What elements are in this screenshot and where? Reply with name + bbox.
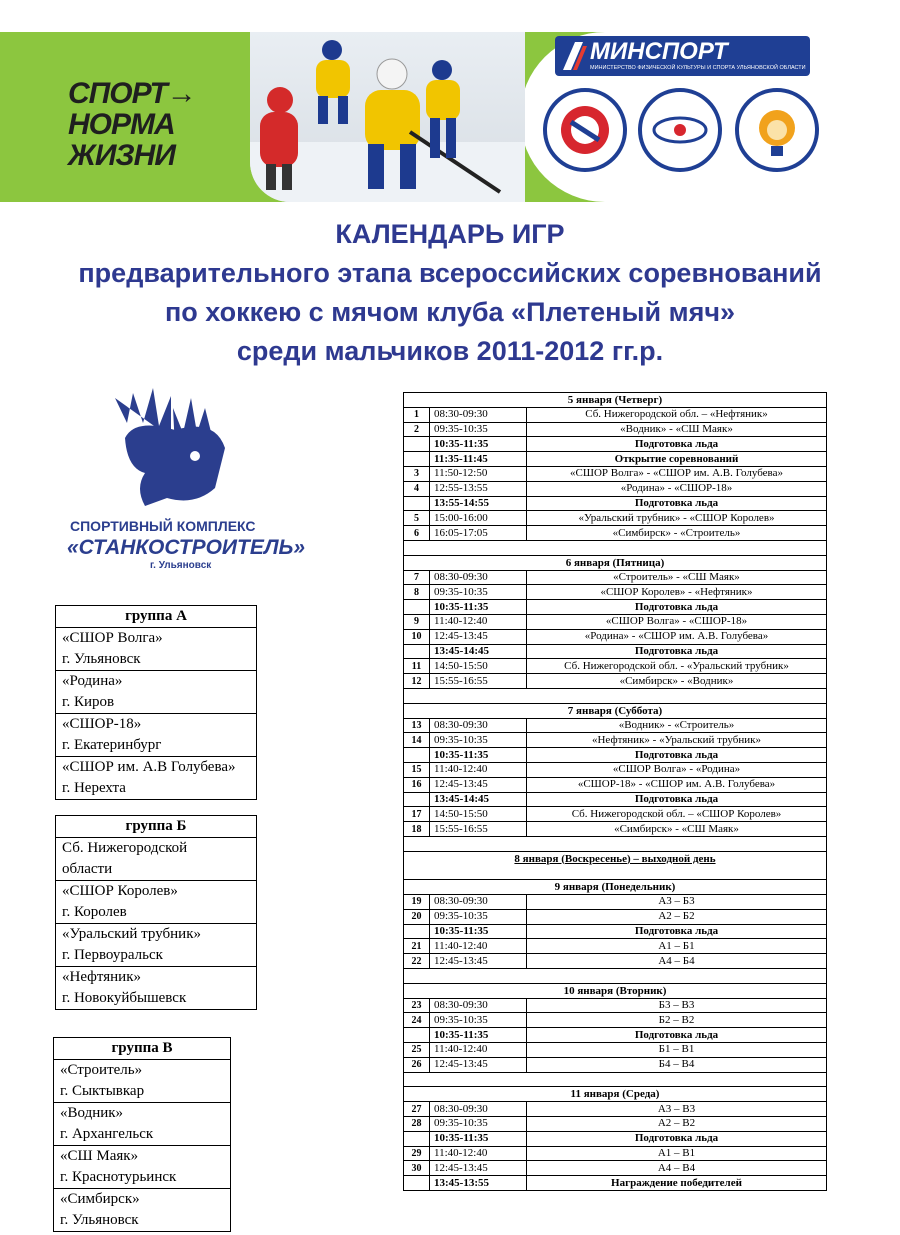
match-time: 11:40-12:40: [430, 1043, 527, 1058]
match-time: 10:35-11:35: [430, 437, 527, 452]
day-header-row: [404, 555, 827, 570]
match-row: [404, 939, 827, 954]
match-number: [404, 1176, 430, 1191]
match-teams: А3 – В3: [527, 1102, 827, 1117]
day-header-row: [404, 851, 827, 865]
team-city: г. Архангельск: [54, 1124, 231, 1146]
match-row: [404, 526, 827, 541]
match-time: 12:45-13:45: [430, 629, 527, 644]
match-row: [404, 600, 827, 615]
spacer-cell: [404, 836, 827, 851]
match-time: 12:45-13:45: [430, 954, 527, 969]
match-teams: Подготовка льда: [527, 644, 827, 659]
match-teams: «СШОР Волга» - «СШОР им. А.В. Голубева»: [527, 466, 827, 481]
match-number: [404, 1131, 430, 1146]
group-b-table: [55, 815, 257, 1010]
match-teams: Подготовка льда: [527, 924, 827, 939]
match-row: [404, 1146, 827, 1161]
title-line-4: среди мальчиков 2011-2012 гг.р.: [236, 336, 664, 366]
team-name: «Симбирск»: [54, 1189, 231, 1211]
match-number: 19: [404, 895, 430, 910]
match-number: 22: [404, 954, 430, 969]
day-header-row: [404, 393, 827, 408]
match-row: [404, 629, 827, 644]
match-number: 18: [404, 822, 430, 837]
match-number: [404, 748, 430, 763]
match-number: 15: [404, 762, 430, 777]
match-teams: Б3 – В3: [527, 998, 827, 1013]
team-city: г. Сыктывкар: [54, 1081, 231, 1103]
match-row: [404, 644, 827, 659]
hockey-photo: [250, 32, 525, 202]
match-teams: «СШОР-18» - «СШОР им. А.В. Голубева»: [527, 777, 827, 792]
match-time: 08:30-09:30: [430, 407, 527, 422]
match-time: 09:35-10:35: [430, 422, 527, 437]
match-time: 08:30-09:30: [430, 998, 527, 1013]
match-row: [404, 1176, 827, 1191]
match-number: [404, 496, 430, 511]
match-time: 12:45-13:45: [430, 1161, 527, 1176]
match-number: [404, 1028, 430, 1043]
match-row: [404, 407, 827, 422]
match-teams: Сб. Нижегородской обл. - «Уральский трубник»: [527, 659, 827, 674]
day-header-row: [404, 703, 827, 718]
match-time: 13:45-14:45: [430, 792, 527, 807]
match-time: 08:30-09:30: [430, 1102, 527, 1117]
day-header: 5 января (Четверг): [404, 393, 827, 408]
match-teams: «СШОР Волга» - «Родина»: [527, 762, 827, 777]
team-name: «СШОР Волга»: [56, 628, 257, 650]
day-spacer: [404, 866, 827, 880]
match-row: [404, 585, 827, 600]
match-time: 08:30-09:30: [430, 570, 527, 585]
match-time: 13:45-13:55: [430, 1176, 527, 1191]
title-line-3: по хоккею с мячом клуба «Плетеный мяч»: [164, 297, 736, 327]
match-time: 09:35-10:35: [430, 1117, 527, 1132]
match-time: 16:05-17:05: [430, 526, 527, 541]
day-spacer: [404, 540, 827, 555]
match-teams: Подготовка льда: [527, 792, 827, 807]
day-spacer: [404, 836, 827, 851]
match-time: 11:40-12:40: [430, 939, 527, 954]
match-teams: Подготовка льда: [527, 1131, 827, 1146]
match-teams: «Строитель» - «СШ Маяк»: [527, 570, 827, 585]
match-row: [404, 733, 827, 748]
match-time: 08:30-09:30: [430, 895, 527, 910]
match-number: 9: [404, 614, 430, 629]
match-time: 09:35-10:35: [430, 585, 527, 600]
slogan-line-3: ЖИЗНИ: [68, 139, 175, 172]
match-number: [404, 644, 430, 659]
venue-city: г. Ульяновск: [150, 560, 212, 571]
match-teams: Подготовка льда: [527, 1028, 827, 1043]
match-row: [404, 1102, 827, 1117]
match-time: 10:35-11:35: [430, 1131, 527, 1146]
spacer-cell: [404, 540, 827, 555]
match-time: 09:35-10:35: [430, 733, 527, 748]
day-spacer: [404, 688, 827, 703]
match-teams: А4 – Б4: [527, 954, 827, 969]
match-teams: «Водник» - «СШ Маяк»: [527, 422, 827, 437]
day-spacer: [404, 969, 827, 984]
schedule-table: [403, 392, 827, 1191]
slogan-line-2: НОРМА: [68, 108, 175, 141]
match-teams: «Нефтяник» - «Уральский трубник»: [527, 733, 827, 748]
day-header-row: [404, 1087, 827, 1102]
match-time: 12:45-13:45: [430, 777, 527, 792]
moose-icon: [55, 378, 295, 518]
match-row: [404, 1117, 827, 1132]
day-header-row: [404, 983, 827, 998]
match-row: [404, 452, 827, 467]
team-name: «СШОР им. А.В Голубева»: [56, 757, 257, 779]
match-number: 26: [404, 1057, 430, 1072]
team-city: г. Ульяновск: [56, 649, 257, 671]
day-header-row: [404, 880, 827, 895]
match-number: 20: [404, 909, 430, 924]
match-time: 11:40-12:40: [430, 1146, 527, 1161]
match-teams: А1 – В1: [527, 1146, 827, 1161]
match-number: [404, 600, 430, 615]
match-teams: «Уральский трубник» - «СШОР Королев»: [527, 511, 827, 526]
match-teams: «Водник» - «Строитель»: [527, 718, 827, 733]
match-teams: А2 – Б2: [527, 909, 827, 924]
match-row: [404, 481, 827, 496]
school-emblem: [735, 88, 819, 172]
match-row: [404, 659, 827, 674]
match-time: 09:35-10:35: [430, 909, 527, 924]
match-number: 14: [404, 733, 430, 748]
day-header: 10 января (Вторник): [404, 983, 827, 998]
match-row: [404, 422, 827, 437]
match-row: [404, 674, 827, 689]
day-header: 6 января (Пятница): [404, 555, 827, 570]
team-city: г. Ульяновск: [54, 1210, 231, 1232]
team-name: «Родина»: [56, 671, 257, 693]
match-time: 15:55-16:55: [430, 822, 527, 837]
team-name: «СШОР Королев»: [56, 881, 257, 903]
page-title: [0, 215, 900, 371]
match-time: 12:45-13:45: [430, 1057, 527, 1072]
match-row: [404, 1057, 827, 1072]
spacer-cell: [404, 1072, 827, 1087]
venue-logo: [55, 378, 306, 578]
group-a-table: [55, 605, 257, 800]
federation-emblem: [543, 88, 627, 172]
match-row: [404, 496, 827, 511]
match-number: 6: [404, 526, 430, 541]
team-name: Сб. Нижегородской: [56, 838, 257, 860]
match-teams: «СШОР Королев» - «Нефтяник»: [527, 585, 827, 600]
match-row: [404, 909, 827, 924]
match-number: 7: [404, 570, 430, 585]
match-time: 11:35-11:45: [430, 452, 527, 467]
match-teams: «СШОР Волга» - «СШОР-18»: [527, 614, 827, 629]
match-row: [404, 924, 827, 939]
match-number: [404, 437, 430, 452]
day-header: 8 января (Воскресенье) – выходной день: [404, 851, 827, 865]
match-row: [404, 777, 827, 792]
match-time: 15:00-16:00: [430, 511, 527, 526]
slogan: [68, 78, 196, 171]
match-number: 21: [404, 939, 430, 954]
minsport-logo: [555, 36, 810, 76]
match-number: 11: [404, 659, 430, 674]
match-row: [404, 437, 827, 452]
match-number: 2: [404, 422, 430, 437]
group-title: группа В: [54, 1038, 231, 1060]
match-number: 29: [404, 1146, 430, 1161]
match-time: 11:50-12:50: [430, 466, 527, 481]
match-teams: «Симбирск» - «СШ Маяк»: [527, 822, 827, 837]
club-emblem: [638, 88, 722, 172]
team-name: «СШОР-18»: [56, 714, 257, 736]
ministry-title: МИНСПОРТ: [590, 38, 728, 65]
match-teams: Б1 – В1: [527, 1043, 827, 1058]
match-teams: Сб. Нижегородской обл. – «Нефтяник»: [527, 407, 827, 422]
match-row: [404, 1131, 827, 1146]
team-name: «СШ Маяк»: [54, 1146, 231, 1168]
team-city: г. Королев: [56, 902, 257, 924]
match-number: 5: [404, 511, 430, 526]
team-name: «Водник»: [54, 1103, 231, 1125]
match-number: [404, 924, 430, 939]
match-time: 10:35-11:35: [430, 600, 527, 615]
match-row: [404, 1028, 827, 1043]
match-number: [404, 792, 430, 807]
match-teams: А4 – В4: [527, 1161, 827, 1176]
match-number: 8: [404, 585, 430, 600]
ministry-subtitle: МИНИСТЕРСТВО ФИЗИЧЕСКОЙ КУЛЬТУРЫ И СПОРТА УЛЬЯНОВСКОЙ ОБЛАСТИ: [590, 65, 806, 71]
team-city: г. Нерехта: [56, 778, 257, 800]
match-teams: Сб. Нижегородской обл. – «СШОР Королев»: [527, 807, 827, 822]
match-teams: А3 – Б3: [527, 895, 827, 910]
match-number: 3: [404, 466, 430, 481]
match-row: [404, 511, 827, 526]
team-city: г. Киров: [56, 692, 257, 714]
team-city: г. Новокуйбышевск: [56, 988, 257, 1010]
match-teams: Подготовка льда: [527, 496, 827, 511]
match-number: 25: [404, 1043, 430, 1058]
match-row: [404, 1161, 827, 1176]
match-teams: Б2 – В2: [527, 1013, 827, 1028]
match-row: [404, 807, 827, 822]
match-row: [404, 954, 827, 969]
match-time: 10:35-11:35: [430, 748, 527, 763]
match-teams: «Симбирск» - «Водник»: [527, 674, 827, 689]
match-number: 28: [404, 1117, 430, 1132]
team-name: «Строитель»: [54, 1060, 231, 1082]
match-row: [404, 466, 827, 481]
spacer-cell: [404, 688, 827, 703]
match-time: 15:55-16:55: [430, 674, 527, 689]
match-teams: «Родина» - «СШОР им. А.В. Голубева»: [527, 629, 827, 644]
match-number: 27: [404, 1102, 430, 1117]
match-row: [404, 718, 827, 733]
match-time: 09:35-10:35: [430, 1013, 527, 1028]
team-city: области: [56, 859, 257, 881]
team-city: г. Екатеринбург: [56, 735, 257, 757]
match-row: [404, 762, 827, 777]
match-number: 30: [404, 1161, 430, 1176]
group-title: группа Б: [56, 816, 257, 838]
title-line-1: КАЛЕНДАРЬ ИГР: [335, 219, 565, 249]
match-row: [404, 1043, 827, 1058]
day-header: 9 января (Понедельник): [404, 880, 827, 895]
match-row: [404, 1013, 827, 1028]
match-number: 13: [404, 718, 430, 733]
match-number: 10: [404, 629, 430, 644]
match-teams: Награждение победителей: [527, 1176, 827, 1191]
team-city: г. Краснотурьинск: [54, 1167, 231, 1189]
match-time: 13:45-14:45: [430, 644, 527, 659]
match-time: 14:50-15:50: [430, 807, 527, 822]
title-line-2: предварительного этапа всероссийских соревнований: [78, 258, 822, 288]
match-time: 12:55-13:55: [430, 481, 527, 496]
match-time: 10:35-11:35: [430, 924, 527, 939]
match-number: 16: [404, 777, 430, 792]
day-header: 7 января (Суббота): [404, 703, 827, 718]
day-spacer: [404, 1072, 827, 1087]
match-teams: А2 – В2: [527, 1117, 827, 1132]
team-name: «Уральский трубник»: [56, 924, 257, 946]
match-number: [404, 452, 430, 467]
match-row: [404, 998, 827, 1013]
slogan-line-1: СПОРТ→: [68, 77, 196, 110]
match-teams: «Симбирск» - «Строитель»: [527, 526, 827, 541]
match-teams: Подготовка льда: [527, 600, 827, 615]
match-row: [404, 822, 827, 837]
match-row: [404, 614, 827, 629]
spacer-cell: [404, 866, 827, 880]
match-time: 11:40-12:40: [430, 614, 527, 629]
match-teams: «Родина» - «СШОР-18»: [527, 481, 827, 496]
match-number: 17: [404, 807, 430, 822]
group-title: группа А: [56, 606, 257, 628]
match-row: [404, 748, 827, 763]
match-time: 13:55-14:55: [430, 496, 527, 511]
match-time: 11:40-12:40: [430, 762, 527, 777]
match-teams: А1 – Б1: [527, 939, 827, 954]
team-city: г. Первоуральск: [56, 945, 257, 967]
venue-name: «СТАНКОСТРОИТЕЛЬ»: [67, 536, 306, 559]
match-time: 14:50-15:50: [430, 659, 527, 674]
match-row: [404, 792, 827, 807]
match-number: 24: [404, 1013, 430, 1028]
match-number: 1: [404, 407, 430, 422]
match-time: 08:30-09:30: [430, 718, 527, 733]
group-v-table: [53, 1037, 231, 1232]
venue-line-1: СПОРТИВНЫЙ КОМПЛЕКС: [70, 518, 256, 534]
match-teams: Открытие соревнований: [527, 452, 827, 467]
match-teams: Подготовка льда: [527, 437, 827, 452]
match-row: [404, 895, 827, 910]
match-number: 4: [404, 481, 430, 496]
spacer-cell: [404, 969, 827, 984]
match-teams: Б4 – В4: [527, 1057, 827, 1072]
match-number: 23: [404, 998, 430, 1013]
match-time: 10:35-11:35: [430, 1028, 527, 1043]
match-row: [404, 570, 827, 585]
match-number: 12: [404, 674, 430, 689]
day-header: 11 января (Среда): [404, 1087, 827, 1102]
match-teams: Подготовка льда: [527, 748, 827, 763]
team-name: «Нефтяник»: [56, 967, 257, 989]
